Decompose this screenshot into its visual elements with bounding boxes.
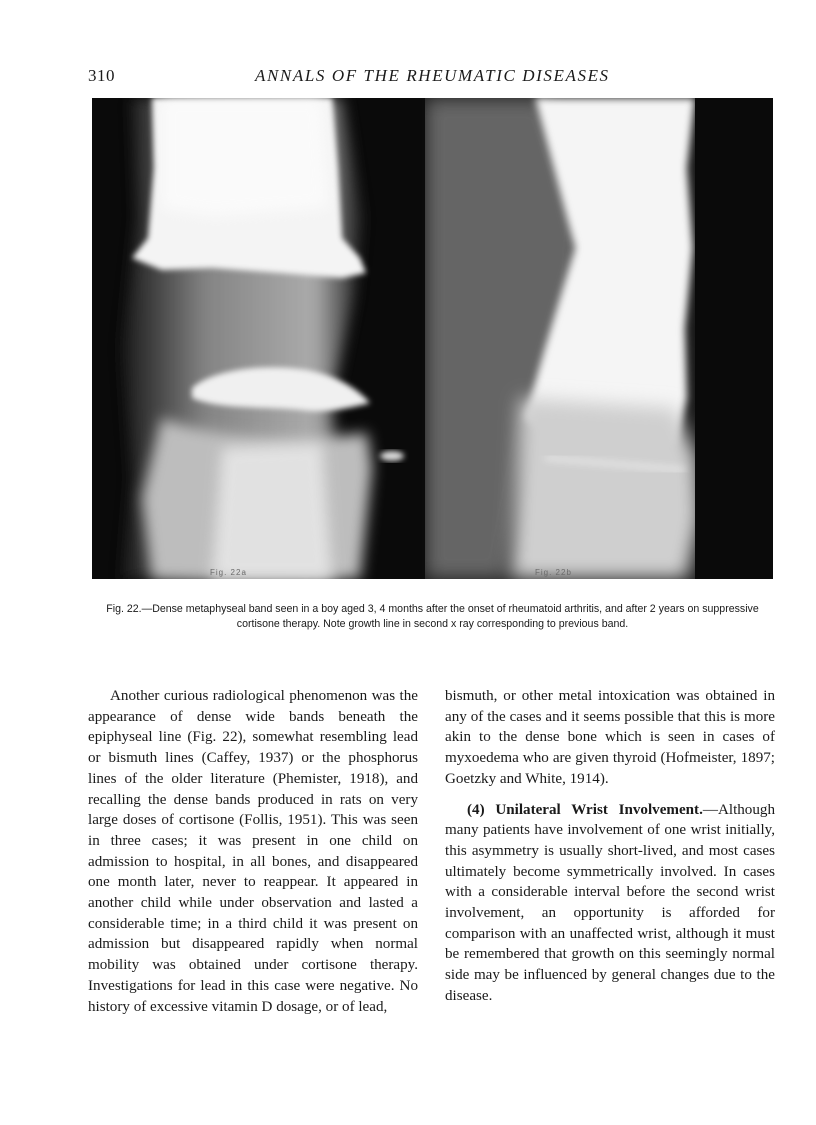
figure-22: [92, 98, 773, 579]
xray-panel-second: [425, 98, 773, 579]
body-paragraph: Another curious radiological phenomenon was the appearance of dense wide bands beneath the epiphyseal line (Fig. 22), somewhat resembling lead or bismuth lines (Caffey, 1937) or the phosphorus lines of the older literature (Phemister, 1918), and recalling the dense bands produced in rats on very large doses of cortisone (Follis, 1951). This was seen in three cases; it was present in one child on admission to hospital, in all bones, and disappeared one month later, never to reappear. It appeared in another child while under observation and lasted a considerable time; in a third child it was present on admission but disappeared rapidly when normal mobility was obtained under cortisone therapy. Investigations for lead in this case were negative. No history of excessive vitamin D dosage, or of lead,: [88, 688, 418, 1015]
figure-caption-text: —Dense metaphyseal band seen in a boy aged 3, 4 months after the onset of rheumatoid arthritis, and after 2 years on suppressive cortisone therapy. Note growth line in second x ray corresponding to previous band.: [141, 603, 759, 630]
section-text: —Although many patients have involvement of one wrist initially, this asymmetry is usually short-lived, and most cases ultimately become symmetrically involved. In cases with a considerable interval before the second wrist involvement, an opportunity is afforded for comparison with an unaffected wrist, although it must be remembered that growth on this seemingly normal side may be influenced by general changes due to the disease.: [445, 801, 775, 1004]
xray-panel-first: [92, 98, 422, 579]
body-paragraph-continued: bismuth, or other metal intoxication was obtained in any of the cases and it seems possible that this is more akin to the dense bone which is seen in cases of myxoedema who are given thyroid (Hofmeister, 1897; Goetzky and White, 1914).: [445, 688, 775, 787]
panel-label-first: Fig. 22a: [210, 568, 247, 577]
xray-image-first: [92, 98, 422, 579]
section-heading: (4) Unilateral Wrist Involvement.: [467, 801, 703, 818]
section-paragraph: [445, 800, 775, 1007]
figure-caption: [100, 602, 765, 632]
xray-image-second: [425, 98, 773, 579]
text-column-left: [88, 686, 418, 1017]
figure-caption-label: Fig. 22.: [106, 603, 142, 615]
panel-label-second: Fig. 22b: [535, 568, 572, 577]
running-head: ANNALS OF THE RHEUMATIC DISEASES: [255, 66, 610, 85]
text-column-right: [445, 686, 775, 1007]
page-number: 310: [88, 66, 115, 85]
